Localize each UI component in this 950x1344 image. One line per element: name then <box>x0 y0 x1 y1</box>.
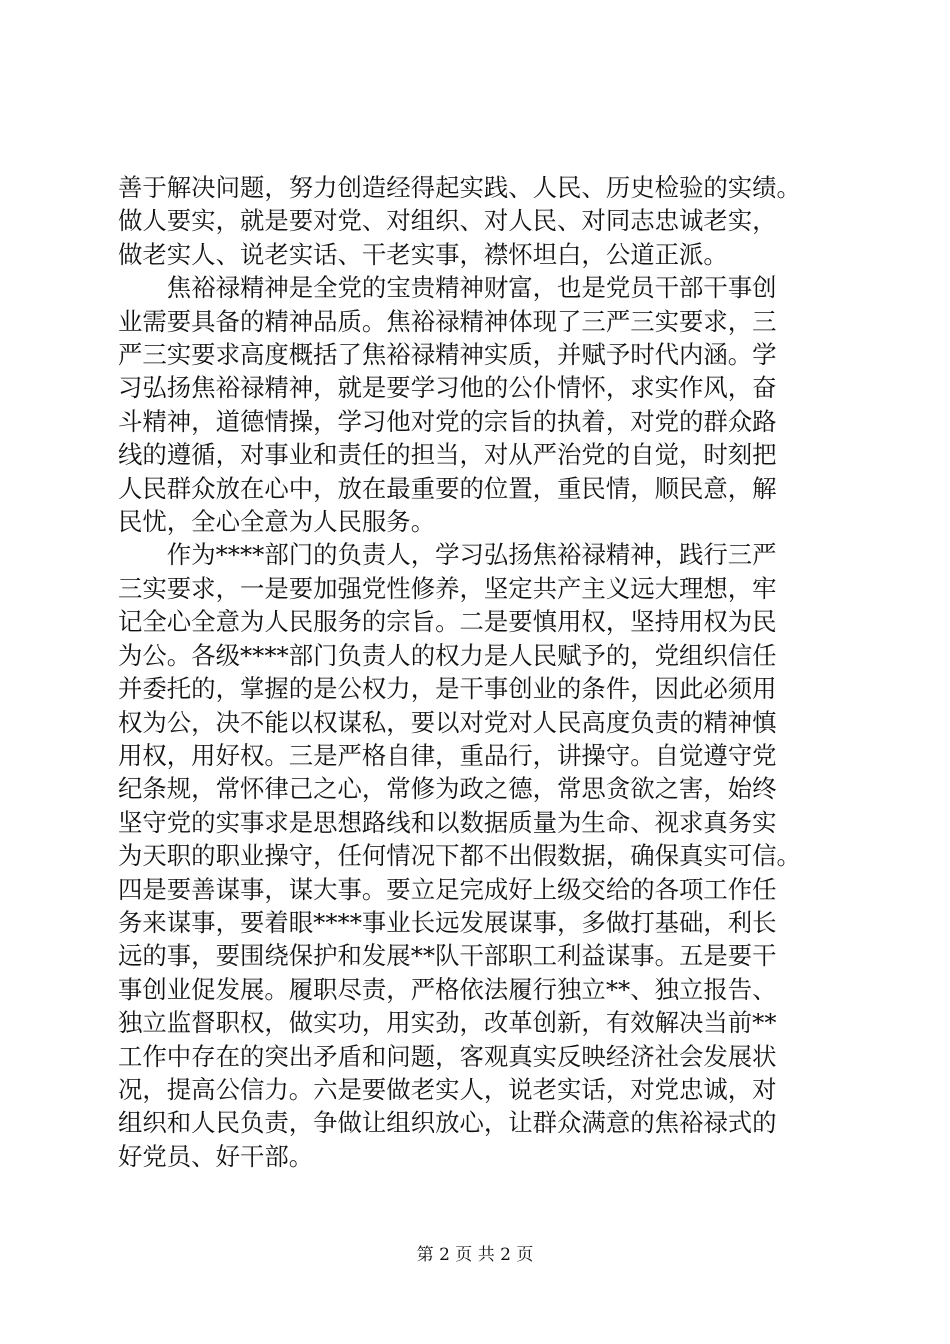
paragraph-jiao-yulu-spirit: 焦裕禄精神是全党的宝贵精神财富，也是党员干部干事创 业需要具备的精神品质。焦裕禄精神体现了三严三实要求，三 严三实要求高度概括了焦裕禄精神实质，并赋予时代内涵。学 习弘扬焦裕禄精神，就是要学习他的公仆情怀，求实作风，奋 斗精神，道德情操，学习他对党的宗旨的执着，对党的群众路 线的遵循，对事业和责任的担当，对从严治党的自觉，时刻把 人民群众放在心中，放在最重要的位置，重民情，顺民意，解 民忧，全心全意为人民服务。 <box>118 273 777 537</box>
page-number-label: 第 2 页 共 2 页 <box>416 1245 534 1265</box>
paragraph-department-head: 作为****部门的负责人，学习弘扬焦裕禄精神，践行三严 三实要求，一是要加强党性修养，坚定共产主义远大理想，牢 记全心全意为人民服务的宗旨。二是要慎用权，坚持用权为民 为公。各级****部门负责人的权力是人民赋予的，党组织信任 并委托的，掌握的是公权力，是干事创业的条件，因此必须用 权为公，决不能以权谋私，要以对党对人民高度负责的精神慎 用权，用好权。三是严格自律，重品行，讲操守。自觉遵守党 纪条规，常怀律己之心，常修为政之德，常思贪欲之害，始终 坚守党的实事求是思想路线和以数据质量为生命、视求真务实 为天职的职业操守，任何情况下都不出假数据，确保真实可信。 四是要善谋事，谋大事。要立足完成好上级交给的各项工作任 务来谋事，要着眼****事业长远发展谋事，多做打基础，利长 远的事，要围绕保护和发展**队干部职工利益谋事。五是要干 事创业促发展。履职尽责，严格依法履行独立**、独立报告、 独立监督职权，做实功，用实劲，改革创新，有效解决当前** 工作中存在的突出矛盾和问题，客观真实反映经济社会发展状 况，提高公信力。六是要做老实人，说老实话，对党忠诚，对 组织和人民负责，争做让组织放心，让群众满意的焦裕禄式的 好党员、好干部。 <box>118 540 801 1171</box>
paragraph-continued: 善于解决问题，努力创造经得起实践、人民、历史检验的实绩。 做人要实，就是要对党、对组织、对人民、对同志忠诚老实， 做老实人、说老实话、干老实事，襟怀坦白，公道正派。 <box>118 173 801 269</box>
document-body <box>118 171 836 1173</box>
page-footer <box>0 1244 950 1266</box>
